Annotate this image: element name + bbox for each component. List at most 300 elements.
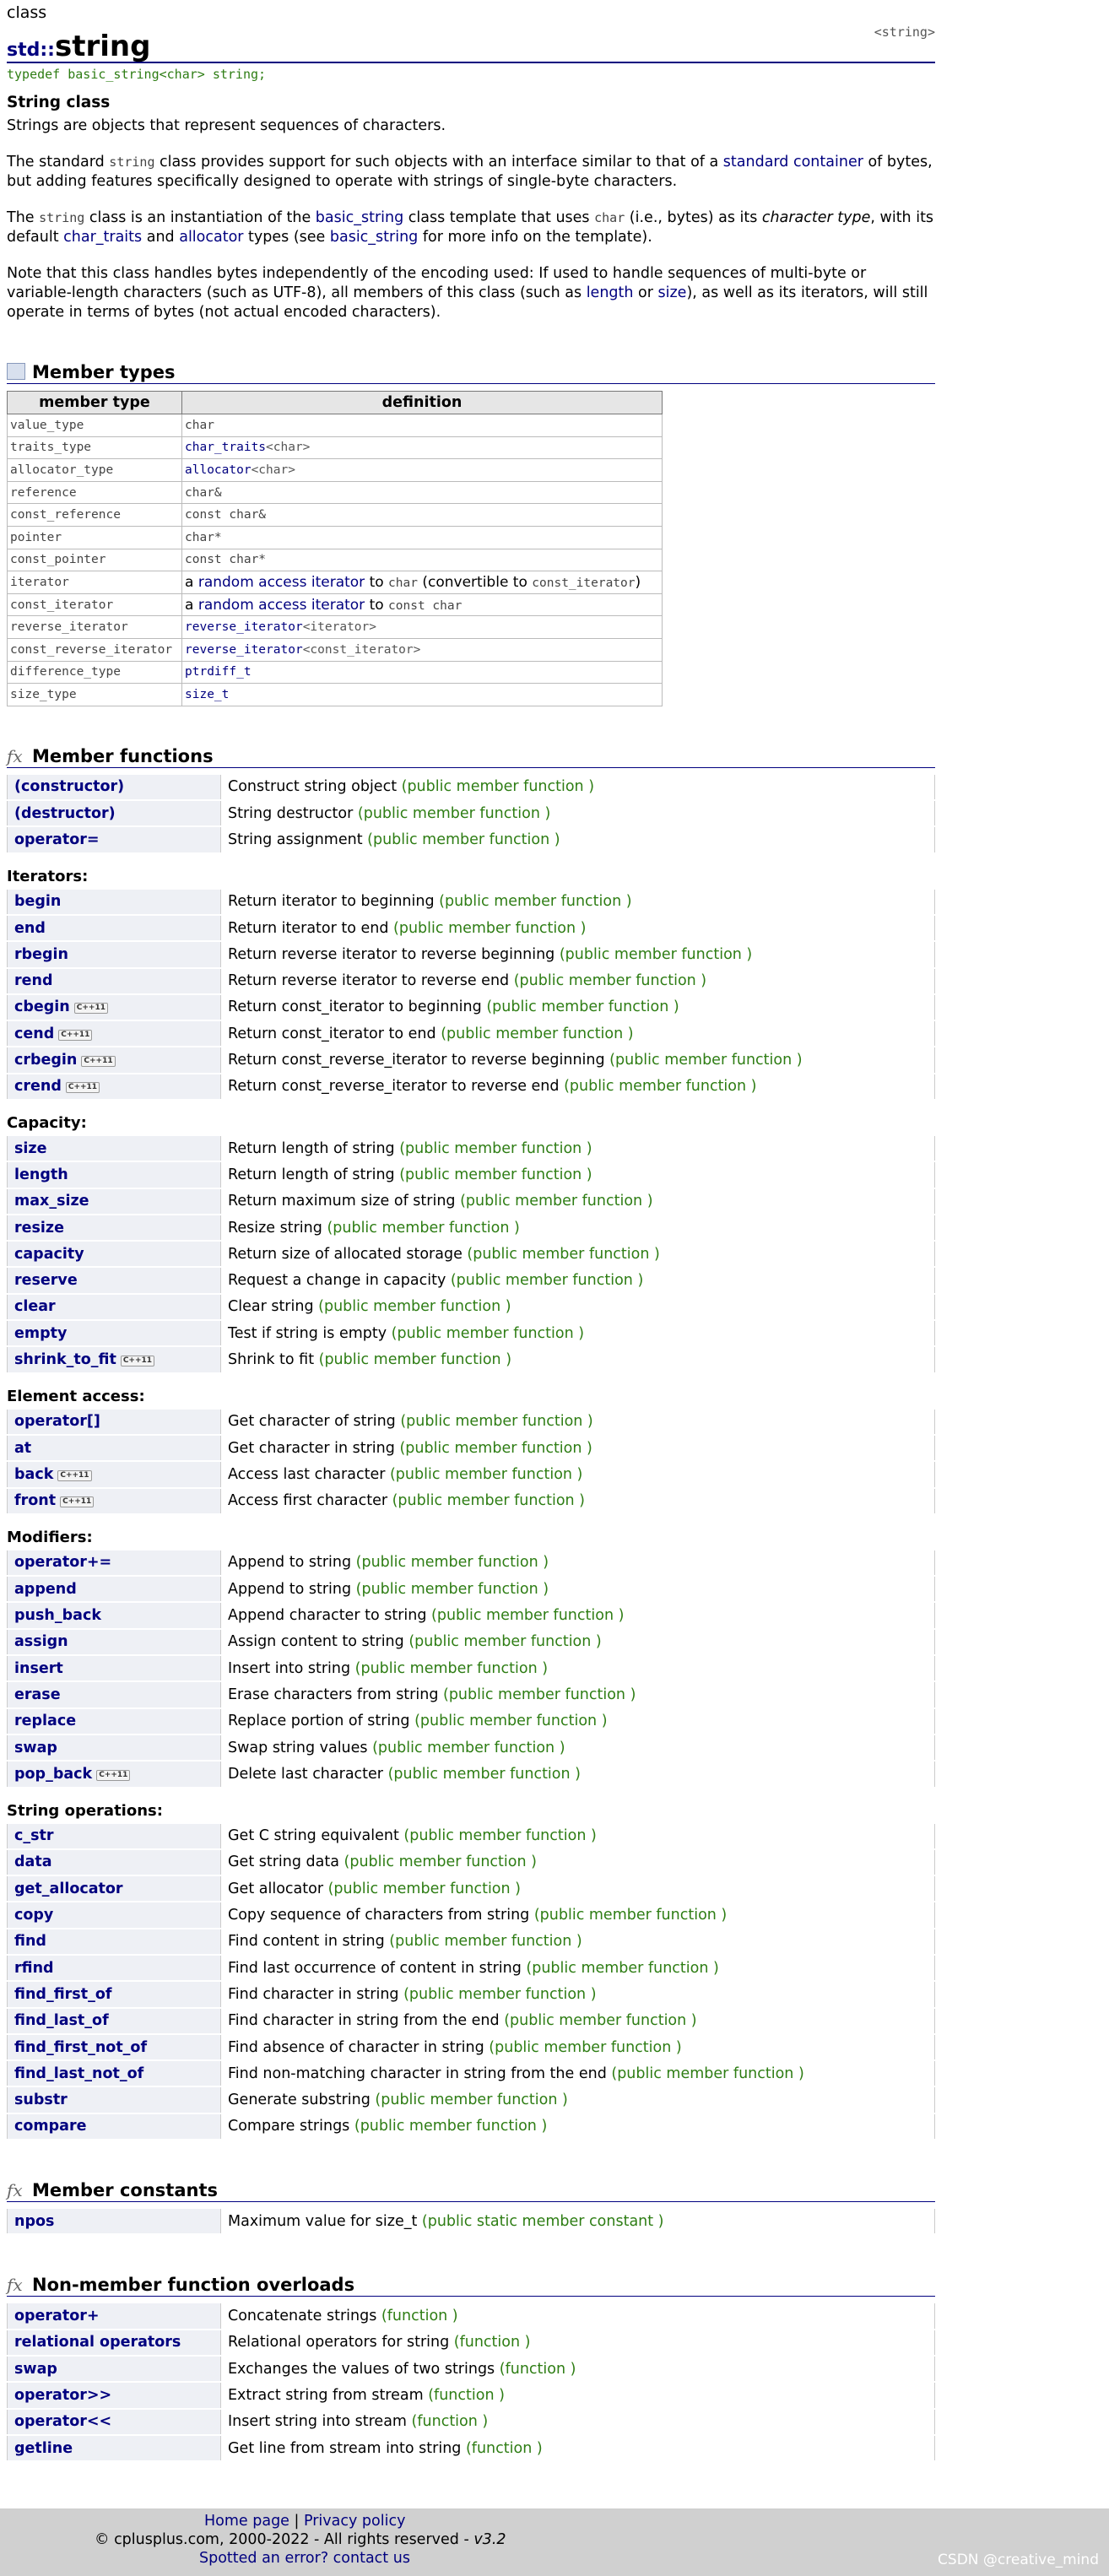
type-name: difference_type — [8, 661, 182, 684]
function-row — [8, 1346, 935, 1372]
function-description: Test if string is empty (public member function ) — [221, 1320, 935, 1346]
function-description: Generate substring (public member function ) — [221, 2086, 935, 2113]
function-name-link[interactable]: find_first_of — [8, 1981, 221, 2007]
type-row — [8, 638, 663, 661]
function-description: String assignment (public member function ) — [221, 826, 935, 852]
function-row — [8, 1241, 935, 1267]
function-description: Shrink to fit (public member function ) — [221, 1346, 935, 1372]
function-description: Access last character (public member function ) — [221, 1461, 935, 1487]
function-name-link[interactable]: replace — [8, 1708, 221, 1734]
type-link[interactable]: size_t — [185, 687, 230, 701]
function-row — [8, 1320, 935, 1346]
type-name: const_pointer — [8, 549, 182, 571]
type-link[interactable]: reverse_iterator — [185, 642, 303, 657]
function-name-link[interactable]: length — [8, 1161, 221, 1188]
function-kind: (public member function ) — [611, 2065, 804, 2082]
function-row — [8, 826, 935, 852]
function-row — [8, 1550, 935, 1576]
function-name-link[interactable]: (destructor) — [8, 800, 221, 826]
function-description: Return const_iterator to end (public member function ) — [221, 1020, 935, 1047]
function-name-link[interactable]: operator[] — [8, 1409, 221, 1435]
function-name-link[interactable]: end — [8, 915, 221, 941]
member-types-table — [7, 391, 663, 706]
function-description: Find character in string from the end (public member function ) — [221, 2008, 935, 2034]
page-title — [7, 30, 150, 63]
type-definition: const char& — [182, 504, 663, 527]
function-kind: (public member function ) — [327, 1219, 520, 1237]
function-row — [8, 1955, 935, 1981]
function-description: Return length of string (public member function ) — [221, 1161, 935, 1188]
function-description: Return maximum size of string (public member function ) — [221, 1188, 935, 1215]
function-name-link[interactable]: npos — [8, 2208, 221, 2234]
class-name: string — [54, 30, 151, 63]
function-name-link[interactable]: swap — [8, 1734, 221, 1761]
iterators-table — [7, 888, 935, 1101]
function-name-link[interactable]: get_allocator — [8, 1875, 221, 1902]
function-row — [8, 1761, 935, 1787]
function-description: Insert into string (public member function ) — [221, 1655, 935, 1681]
element-access-label: Element access: — [7, 1387, 145, 1405]
function-row — [8, 994, 935, 1020]
cpp11-badge: C++11 — [60, 1496, 94, 1507]
function-row — [8, 2382, 935, 2408]
cpp11-badge: C++11 — [66, 1082, 100, 1093]
type-row — [8, 459, 663, 482]
type-definition — [182, 684, 663, 706]
type-link[interactable]: char_traits — [185, 441, 267, 455]
function-name-link[interactable]: find — [8, 1929, 221, 1955]
function-name-link[interactable]: operator<< — [8, 2409, 221, 2435]
function-description: Get line from stream into string (function ) — [221, 2435, 935, 2461]
function-name-link[interactable]: reserve — [8, 1267, 221, 1293]
copyright: © cplusplus.com, 2000-2022 - All rights reserved - v3.2 — [95, 2531, 506, 2548]
type-name: value_type — [8, 414, 182, 437]
function-name-link[interactable]: find_last_not_of — [8, 2060, 221, 2086]
function-row — [8, 2330, 935, 2356]
function-description: Find last occurrence of content in string (public member function ) — [221, 1955, 935, 1981]
function-description: Construct string object (public member function ) — [221, 774, 935, 800]
type-definition: a random access iterator to const char — [182, 593, 663, 616]
function-name-link[interactable]: insert — [8, 1655, 221, 1681]
type-definition: char* — [182, 526, 663, 549]
typedef-declaration: typedef basic_string<char> string; — [7, 67, 267, 82]
entity-kind: class — [7, 3, 47, 22]
function-name-link[interactable]: crend C++11 — [8, 1074, 221, 1100]
function-kind: (public member function ) — [355, 1580, 549, 1598]
size-link[interactable]: size — [657, 284, 687, 301]
function-name-link[interactable]: (constructor) — [8, 774, 221, 800]
member-types-heading: Member types — [7, 363, 935, 384]
type-definition: char_traits<char> — [182, 436, 663, 459]
function-name-link[interactable]: back C++11 — [8, 1461, 221, 1487]
function-row — [8, 941, 935, 967]
function-row — [8, 2356, 935, 2382]
function-name-link[interactable]: rbegin — [8, 941, 221, 967]
type-row — [8, 571, 663, 594]
function-row — [8, 1215, 935, 1241]
function-name-link[interactable]: front C++11 — [8, 1488, 221, 1514]
member-constants-table — [7, 2207, 935, 2235]
function-kind: (public member function ) — [344, 1854, 537, 1871]
function-name-link[interactable]: getline — [8, 2435, 221, 2461]
function-description: Append character to string (public member function ) — [221, 1602, 935, 1628]
type-row — [8, 436, 663, 459]
cpp11-badge: C++11 — [121, 1356, 154, 1366]
function-name-link[interactable]: pop_back C++11 — [8, 1761, 221, 1787]
function-description: Get string data (public member function ) — [221, 1849, 935, 1875]
type-name: traits_type — [8, 436, 182, 459]
function-name-link[interactable]: copy — [8, 1902, 221, 1928]
function-description: Assign content to string (public member function ) — [221, 1629, 935, 1655]
function-name-link[interactable]: operator= — [8, 826, 221, 852]
function-name-link[interactable]: append — [8, 1576, 221, 1602]
function-kind: (function ) — [428, 2386, 505, 2404]
char-traits-link[interactable]: char_traits — [63, 229, 143, 246]
function-kind: (public member function ) — [400, 1413, 593, 1431]
function-description: String destructor (public member function ) — [221, 800, 935, 826]
function-kind: (public static member constant ) — [421, 2212, 664, 2230]
type-name: reverse_iterator — [8, 616, 182, 639]
function-description: Delete last character (public member function ) — [221, 1761, 935, 1787]
function-row — [8, 2086, 935, 2113]
type-row — [8, 414, 663, 437]
function-description: Find absence of character in string (public member function ) — [221, 2034, 935, 2060]
non-member-table — [7, 2302, 935, 2462]
function-name-link[interactable]: compare — [8, 2113, 221, 2140]
string-operations-table — [7, 1822, 935, 2141]
function-row — [8, 915, 935, 941]
function-name-link[interactable]: shrink_to_fit C++11 — [8, 1346, 221, 1372]
function-row — [8, 774, 935, 800]
function-icon: fx — [7, 2275, 23, 2296]
function-kind: (function ) — [381, 2308, 458, 2325]
function-row — [8, 1629, 935, 1655]
function-description: Get character in string (public member function ) — [221, 1435, 935, 1461]
function-kind: (public member function ) — [318, 1351, 512, 1368]
function-name-link[interactable]: assign — [8, 1629, 221, 1655]
function-name-link[interactable]: operator>> — [8, 2382, 221, 2408]
function-name-link[interactable]: rfind — [8, 1955, 221, 1981]
function-description: Request a change in capacity (public member function ) — [221, 1267, 935, 1293]
type-name: const_reference — [8, 504, 182, 527]
type-definition: char& — [182, 481, 663, 504]
function-kind: (public member function ) — [408, 1633, 602, 1651]
function-row — [8, 1020, 935, 1047]
function-row — [8, 1655, 935, 1681]
function-description: Return reverse iterator to reverse end (public member function ) — [221, 968, 935, 994]
type-definition: const char* — [182, 549, 663, 571]
function-description: Return const_reverse_iterator to reverse end (public member function ) — [221, 1074, 935, 1100]
function-kind: (public member function ) — [354, 1659, 549, 1677]
type-definition: a random access iterator to char (convertible to const_iterator) — [182, 571, 663, 594]
function-row — [8, 1074, 935, 1100]
function-kind: (public member function ) — [486, 998, 679, 1016]
type-link[interactable]: reverse_iterator — [185, 620, 303, 635]
function-name-link[interactable]: relational operators — [8, 2330, 221, 2356]
function-description: Exchanges the values of two strings (function ) — [221, 2356, 935, 2382]
type-row — [8, 481, 663, 504]
function-icon: fx — [7, 2180, 23, 2201]
intro-paragraph-4: Note that this class handles bytes independently of the encoding used: If used to handle sequences of multi-byte or variable-length characters (such as UTF-8), all members of this class (such as length or size), as well as its iterators, will still operate in terms of bytes (not actual encoded characters). — [7, 265, 928, 321]
function-row — [8, 1135, 935, 1161]
function-name-link[interactable]: at — [8, 1435, 221, 1461]
standard-container-link[interactable]: standard container — [722, 154, 863, 170]
string-operations-label: String operations: — [7, 1801, 163, 1820]
function-kind: (function ) — [411, 2413, 489, 2431]
function-description: Copy sequence of characters from string (public member function ) — [221, 1902, 935, 1928]
non-member-heading: fx Non-member function overloads — [7, 2276, 935, 2297]
function-kind: (public member function ) — [327, 1880, 521, 1897]
function-name-link[interactable]: clear — [8, 1294, 221, 1320]
function-kind: (public member function ) — [401, 778, 595, 796]
function-row — [8, 2034, 935, 2060]
header-file-link[interactable]: <string> — [874, 24, 935, 40]
function-name-link[interactable]: resize — [8, 1215, 221, 1241]
function-kind: (public member function ) — [533, 1907, 728, 1924]
function-name-link[interactable]: rend — [8, 968, 221, 994]
function-kind: (public member function ) — [392, 1492, 586, 1510]
function-kind: (public member function ) — [367, 831, 560, 848]
basic-string-link-2[interactable]: basic_string — [329, 229, 419, 246]
function-row — [8, 1929, 935, 1955]
function-row — [8, 1708, 935, 1734]
member-constants-heading: fx Member constants — [7, 2181, 935, 2202]
function-row — [8, 968, 935, 994]
type-row — [8, 526, 663, 549]
function-row — [8, 1734, 935, 1761]
element-access-table — [7, 1408, 935, 1515]
function-description: Swap string values (public member function ) — [221, 1734, 935, 1761]
function-row — [8, 1267, 935, 1293]
function-kind: (public member function ) — [354, 2118, 548, 2135]
cpp11-badge: C++11 — [58, 1030, 92, 1041]
function-name-link[interactable]: find_last_of — [8, 2008, 221, 2034]
function-row — [8, 1435, 935, 1461]
function-kind: (public member function ) — [393, 919, 587, 937]
footer — [0, 2508, 1109, 2576]
function-row — [8, 1576, 935, 1602]
function-description: Return const_reverse_iterator to reverse beginning (public member function ) — [221, 1047, 935, 1073]
type-definition: reverse_iterator<const_iterator> — [182, 638, 663, 661]
function-row — [8, 2060, 935, 2086]
function-row — [8, 1461, 935, 1487]
function-kind: (public member function ) — [375, 2092, 568, 2109]
function-name-link[interactable]: empty — [8, 1320, 221, 1346]
main-functions-table — [7, 773, 935, 854]
type-name: const_reverse_iterator — [8, 638, 182, 661]
function-description: Concatenate strings (function ) — [221, 2303, 935, 2329]
function-row — [8, 1849, 935, 1875]
function-kind: (public member function ) — [513, 972, 707, 990]
capacity-label: Capacity: — [7, 1113, 87, 1132]
function-name-link[interactable]: cbegin C++11 — [8, 994, 221, 1020]
function-description: Return size of allocated storage (public member function ) — [221, 1241, 935, 1267]
intro-paragraph-1: Strings are objects that represent sequences of characters. — [7, 117, 446, 134]
function-row — [8, 1681, 935, 1707]
random-access-iterator-link[interactable]: random access iterator — [197, 573, 365, 591]
function-row — [8, 1188, 935, 1215]
function-row — [8, 1981, 935, 2007]
modifiers-table — [7, 1549, 935, 1789]
function-name-link[interactable]: c_str — [8, 1823, 221, 1849]
function-row — [8, 1409, 935, 1435]
main-content — [7, 0, 935, 2462]
function-kind: (function ) — [453, 2334, 531, 2351]
function-kind: (public member function ) — [389, 1933, 582, 1951]
function-name-link[interactable]: erase — [8, 1681, 221, 1707]
basic-string-link[interactable]: basic_string — [315, 209, 404, 226]
function-kind: (public member function ) — [372, 1739, 565, 1756]
function-description: Insert string into stream (function ) — [221, 2409, 935, 2435]
function-row — [8, 2409, 935, 2435]
function-kind: (public member function ) — [391, 1324, 585, 1342]
types-section-icon — [7, 363, 25, 380]
function-name-link[interactable]: max_size — [8, 1188, 221, 1215]
function-row — [8, 2208, 935, 2234]
function-kind: (public member function ) — [414, 1713, 608, 1730]
modifiers-label: Modifiers: — [7, 1528, 93, 1546]
function-row — [8, 800, 935, 826]
definition-column-header: definition — [182, 392, 663, 414]
function-name-link[interactable]: cend C++11 — [8, 1020, 221, 1047]
function-row — [8, 1161, 935, 1188]
type-name: pointer — [8, 526, 182, 549]
function-kind: (public member function ) — [355, 1554, 549, 1572]
function-row — [8, 1875, 935, 1902]
function-row — [8, 2008, 935, 2034]
function-row — [8, 1047, 935, 1073]
function-description: Find character in string (public member function ) — [221, 1981, 935, 2007]
member-functions-heading: fx Member functions — [7, 747, 935, 768]
function-row — [8, 889, 935, 915]
contact-link[interactable]: Spotted an error? contact us — [199, 2550, 410, 2567]
footer-links: Home page | Privacy policy — [204, 2513, 406, 2530]
function-kind: (public member function ) — [559, 945, 753, 963]
function-kind: (public member function ) — [504, 2012, 697, 2030]
function-name-link[interactable]: size — [8, 1135, 221, 1161]
version: v3.2 — [473, 2531, 506, 2548]
type-definition: allocator<char> — [182, 459, 663, 482]
function-description: Resize string (public member function ) — [221, 1215, 935, 1241]
function-kind: (public member function ) — [399, 1439, 592, 1457]
type-row — [8, 504, 663, 527]
function-kind: (public member function ) — [460, 1193, 653, 1210]
cpp11-badge: C++11 — [74, 1003, 108, 1014]
function-description: Return iterator to beginning (public member function ) — [221, 889, 935, 915]
member-type-column-header: member type — [8, 392, 182, 414]
type-name: allocator_type — [8, 459, 182, 482]
function-name-link[interactable]: crbegin C++11 — [8, 1047, 221, 1073]
type-row — [8, 684, 663, 706]
cpp11-badge: C++11 — [57, 1470, 91, 1481]
type-row — [8, 661, 663, 684]
watermark: CSDN @creative_mind — [938, 2552, 1099, 2568]
intro-paragraph-3: The string class is an instantiation of the basic_string class template that uses char (i.e., bytes) as its character type, with its default char_traits and allocator types (see basic_string for more info on the template). — [7, 209, 934, 246]
type-name: size_type — [8, 684, 182, 706]
function-kind: (public member function ) — [609, 1052, 803, 1069]
length-link[interactable]: length — [586, 284, 634, 301]
function-name-link[interactable]: swap — [8, 2356, 221, 2382]
cpp11-badge: C++11 — [96, 1770, 130, 1781]
function-kind: (public member function ) — [387, 1765, 581, 1783]
function-name-link[interactable]: operator+ — [8, 2303, 221, 2329]
function-kind: (public member function ) — [431, 1607, 625, 1625]
function-name-link[interactable]: capacity — [8, 1241, 221, 1267]
function-kind: (public member function ) — [403, 1985, 597, 2003]
function-description: Return const_iterator to beginning (public member function ) — [221, 994, 935, 1020]
function-row — [8, 1902, 935, 1928]
function-row — [8, 1294, 935, 1320]
function-name-link[interactable]: push_back — [8, 1602, 221, 1628]
privacy-policy-link[interactable]: Privacy policy — [303, 2513, 406, 2530]
type-link[interactable]: allocator — [185, 463, 252, 477]
home-page-link[interactable]: Home page — [204, 2513, 289, 2530]
function-description: Get allocator (public member function ) — [221, 1875, 935, 1902]
function-description: Find content in string (public member function ) — [221, 1929, 935, 1955]
capacity-table — [7, 1134, 935, 1374]
function-description: Return length of string (public member function ) — [221, 1135, 935, 1161]
function-name-link[interactable]: substr — [8, 2086, 221, 2113]
function-name-link[interactable]: find_first_not_of — [8, 2034, 221, 2060]
function-description: Access first character (public member function ) — [221, 1488, 935, 1514]
random-access-iterator-link[interactable]: random access iterator — [197, 596, 365, 614]
function-kind: (public member function ) — [357, 804, 551, 822]
function-description: Extract string from stream (function ) — [221, 2382, 935, 2408]
function-description: Get C string equivalent (public member function ) — [221, 1823, 935, 1849]
function-description: Compare strings (public member function ) — [221, 2113, 935, 2140]
function-kind: (public member function ) — [489, 2038, 682, 2056]
function-kind: (public member function ) — [318, 1298, 511, 1316]
function-description: Relational operators for string (function ) — [221, 2330, 935, 2356]
function-kind: (function ) — [499, 2360, 576, 2378]
function-kind: (public member function ) — [564, 1078, 757, 1096]
type-row — [8, 593, 663, 616]
function-kind: (public member function ) — [441, 1025, 634, 1042]
function-name-link[interactable]: data — [8, 1849, 221, 1875]
function-row — [8, 1488, 935, 1514]
function-description: Maximum value for size_t (public static member constant ) — [221, 2208, 935, 2234]
type-name: reference — [8, 481, 182, 504]
function-description: Get character of string (public member function ) — [221, 1409, 935, 1435]
type-link[interactable]: ptrdiff_t — [185, 665, 252, 679]
type-definition: char — [182, 414, 663, 437]
function-description: Erase characters from string (public member function ) — [221, 1681, 935, 1707]
iterators-label: Iterators: — [7, 867, 89, 885]
cpp11-badge: C++11 — [81, 1056, 115, 1067]
function-kind: (public member function ) — [526, 1959, 719, 1977]
type-name: const_iterator — [8, 593, 182, 616]
function-kind: (public member function ) — [443, 1686, 636, 1703]
function-row — [8, 2303, 935, 2329]
type-name: iterator — [8, 571, 182, 594]
function-row — [8, 2113, 935, 2140]
class-subtitle: String class — [7, 94, 111, 111]
function-kind: (public member function ) — [467, 1245, 660, 1263]
function-name-link[interactable]: operator+= — [8, 1550, 221, 1576]
intro-paragraph-2: The standard string class provides support for such objects with an interface similar to that of a standard container of bytes, but adding features specifically designed to operate with strings of single-byte characters. — [7, 154, 933, 190]
title-bar — [7, 23, 935, 63]
function-row — [8, 1823, 935, 1849]
allocator-link[interactable]: allocator — [179, 229, 244, 246]
function-name-link[interactable]: begin — [8, 889, 221, 915]
type-row — [8, 549, 663, 571]
function-kind: (public member function ) — [399, 1139, 592, 1157]
function-description: Return reverse iterator to reverse beginning (public member function ) — [221, 941, 935, 967]
function-icon: fx — [7, 745, 23, 766]
function-kind: (public member function ) — [403, 1827, 597, 1845]
function-description: Replace portion of string (public member function ) — [221, 1708, 935, 1734]
function-kind: (public member function ) — [399, 1166, 592, 1183]
